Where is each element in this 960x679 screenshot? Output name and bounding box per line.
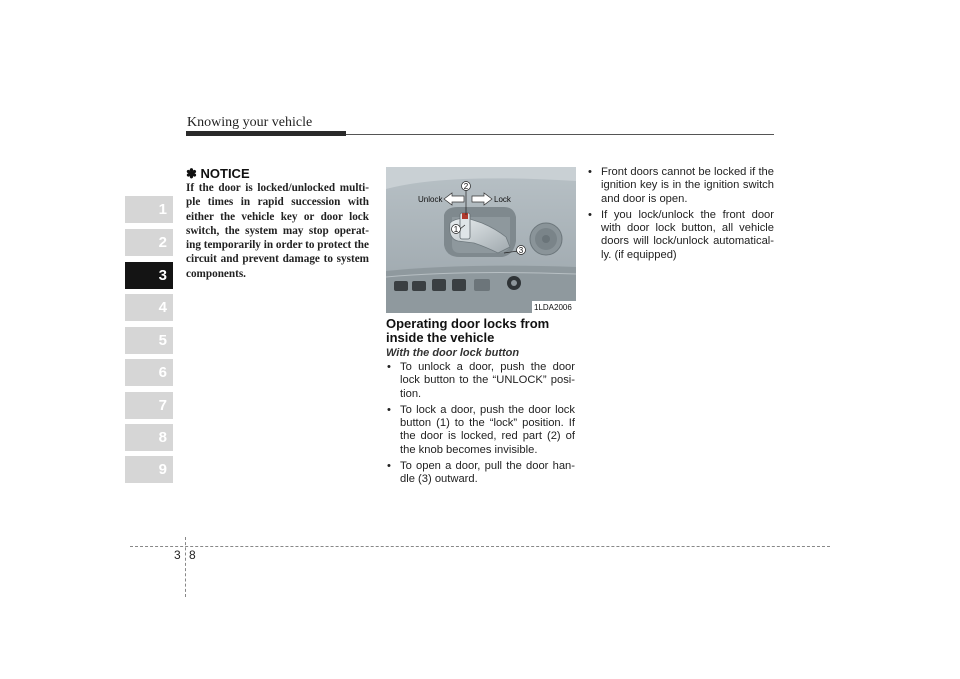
chapter-tab-6[interactable]: 6 bbox=[125, 359, 173, 386]
chapter-tab-1[interactable]: 1 bbox=[125, 196, 173, 223]
callout-3: 3 bbox=[518, 246, 524, 255]
notice-body: If the door is locked/unlocked multi-ple times in rapid succession with either the vehicle key or door lock switch, the system may stop operat-ing temporarily in order to protect the circuit and prevent damage to system components. bbox=[186, 182, 369, 280]
section-heading: Operating door locks from inside the vehicle bbox=[386, 316, 550, 345]
list-item: • Front doors cannot be locked if the ignition key is in the ignition switch and door is open. bbox=[588, 166, 774, 205]
chapter-tab-3[interactable]: 3 bbox=[125, 262, 173, 289]
list-item: • To lock a door, push the door lock button (1) to the “lock” position. If the door is locked, red part (2) of the knob becomes invisible. bbox=[387, 403, 575, 456]
chapter-tab-9[interactable]: 9 bbox=[125, 456, 173, 483]
list-item: • To unlock a door, push the door lock button to the “UNLOCK” posi-tion. bbox=[387, 361, 575, 400]
notice-heading: ✽ NOTICE bbox=[186, 166, 250, 181]
running-header-title: Knowing your vehicle bbox=[187, 115, 313, 130]
footer-rule bbox=[130, 546, 830, 547]
callout-2: 2 bbox=[463, 182, 469, 191]
page-number: 8 bbox=[189, 548, 196, 562]
door-panel-drawing bbox=[386, 167, 576, 313]
unlock-label: Unlock bbox=[418, 195, 443, 204]
footer-divider bbox=[185, 537, 186, 597]
chapter-tab-8[interactable]: 8 bbox=[125, 424, 173, 451]
chapter-tab-4[interactable]: 4 bbox=[125, 294, 173, 321]
chapter-tab-7[interactable]: 7 bbox=[125, 392, 173, 419]
list-item: • To open a door, pull the door han-dle (3) outward. bbox=[387, 460, 575, 486]
chapter-tab-2[interactable]: 2 bbox=[125, 229, 173, 256]
instruction-list bbox=[386, 361, 575, 490]
page-chapter-number: 3 bbox=[174, 548, 181, 562]
list-item: • If you lock/unlock the front door with door lock button, all vehicle doors will lock/unlock automatical-ly. (if equipped) bbox=[588, 208, 774, 261]
door-lock-illustration bbox=[386, 167, 576, 313]
lock-label: Lock bbox=[494, 195, 511, 204]
figure-code: 1LDA2006 bbox=[534, 303, 572, 312]
callout-1: 1 bbox=[453, 225, 459, 234]
door-lock-notes-list bbox=[587, 166, 774, 265]
section-subheading: With the door lock button bbox=[386, 347, 520, 359]
chapter-tab-5[interactable]: 5 bbox=[125, 327, 173, 354]
header-rule bbox=[346, 134, 774, 135]
header-bar bbox=[186, 131, 346, 136]
